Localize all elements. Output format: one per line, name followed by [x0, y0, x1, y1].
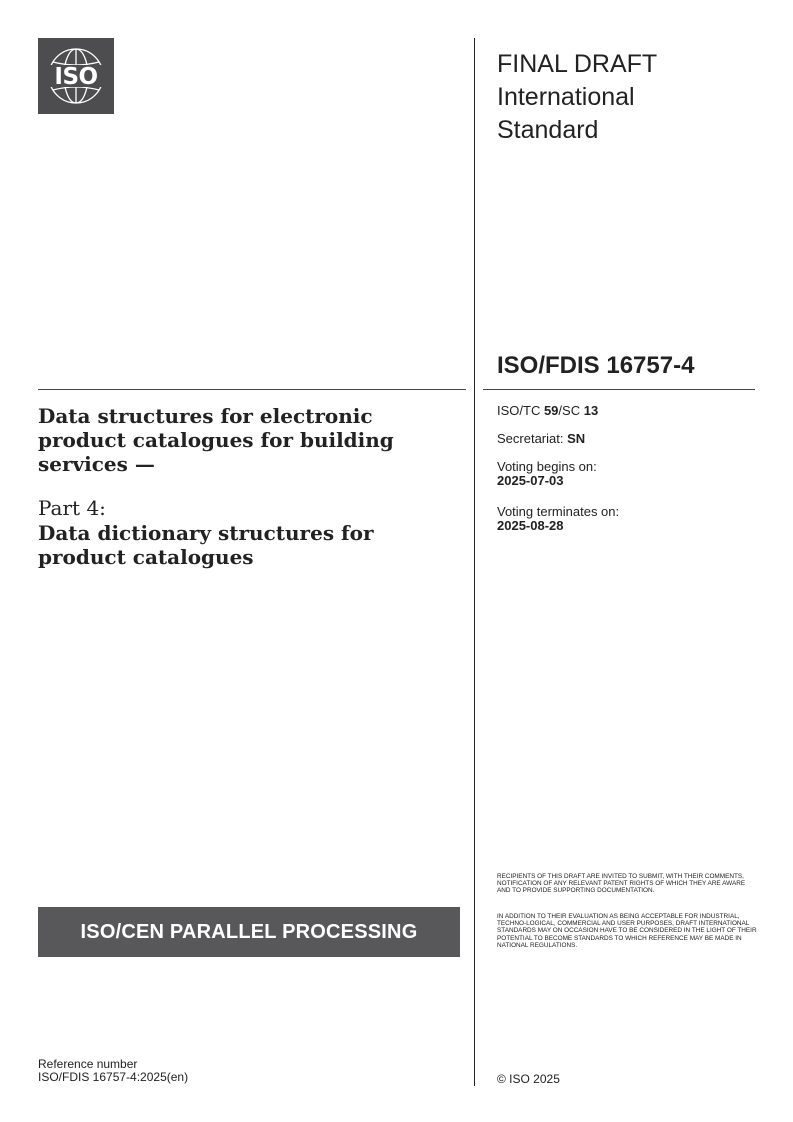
document-title-main: Data structures for electronic product catalogues for building services — — [38, 404, 394, 476]
part-title: Data dictionary structures for product catalogues — [38, 521, 374, 569]
draft-status-heading: FINAL DRAFT International Standard — [497, 50, 658, 144]
patent-notice: RECIPIENTS OF THIS DRAFT ARE INVITED TO SUBMIT, WITH THEIR COMMENTS, NOTIFICATION OF ANY RELEVANT PATENT RIGHTS OF WHICH THEY ARE AWARE AND TO PROVIDE SUPPORTING DOCUMENTATION. — [497, 873, 746, 895]
svg-text:ISO: ISO — [54, 64, 98, 90]
committee-prefix: ISO/TC — [497, 403, 544, 418]
voting-begins-block — [497, 460, 597, 488]
secretariat-label: Secretariat: — [497, 431, 568, 446]
reference-value: ISO/FDIS 16757-4:2025(en) — [38, 1070, 189, 1084]
reference-label: Reference number — [38, 1057, 138, 1071]
right-horizontal-divider — [483, 389, 755, 390]
evaluation-notice: IN ADDITION TO THEIR EVALUATION AS BEING ACCEPTABLE FOR INDUSTRIAL, TECHNO-LOGICAL, COMMERCIAL AND USER PURPOSES, DRAFT INTERNATIONAL STANDARDS MAY ON OCCASION HAVE TO BE CONSIDERED IN THE LIGHT OF THEIR POTENTIAL TO BECOME STANDARDS TO WHICH REFERENCE MAY BE MADE IN NATIONAL REGULATIONS. — [497, 913, 757, 949]
copyright-notice: © ISO 2025 — [497, 1072, 560, 1086]
parallel-processing-banner: ISO/CEN PARALLEL PROCESSING — [38, 907, 460, 957]
voting-terminates-block — [497, 505, 619, 533]
left-horizontal-divider — [38, 389, 466, 390]
vertical-divider — [474, 38, 475, 1086]
voting-begins-label: Voting begins on: — [497, 459, 597, 474]
committee-line — [497, 404, 598, 418]
voting-begins-date: 2025-07-03 — [497, 473, 564, 488]
tc-number: 59 — [543, 403, 559, 418]
document-identifier: ISO/FDIS 16757-4 — [497, 352, 695, 379]
sc-prefix: /SC — [558, 403, 584, 418]
globe-icon — [38, 38, 114, 114]
part-label: Part 4: — [38, 496, 106, 520]
secretariat-line — [497, 432, 585, 446]
voting-terminates-label: Voting terminates on: — [497, 504, 620, 519]
secretariat-value: SN — [567, 431, 586, 446]
sc-number: 13 — [583, 403, 599, 418]
reference-number — [38, 1058, 188, 1084]
voting-terminates-date: 2025-08-28 — [497, 518, 564, 533]
iso-logo — [38, 38, 114, 114]
